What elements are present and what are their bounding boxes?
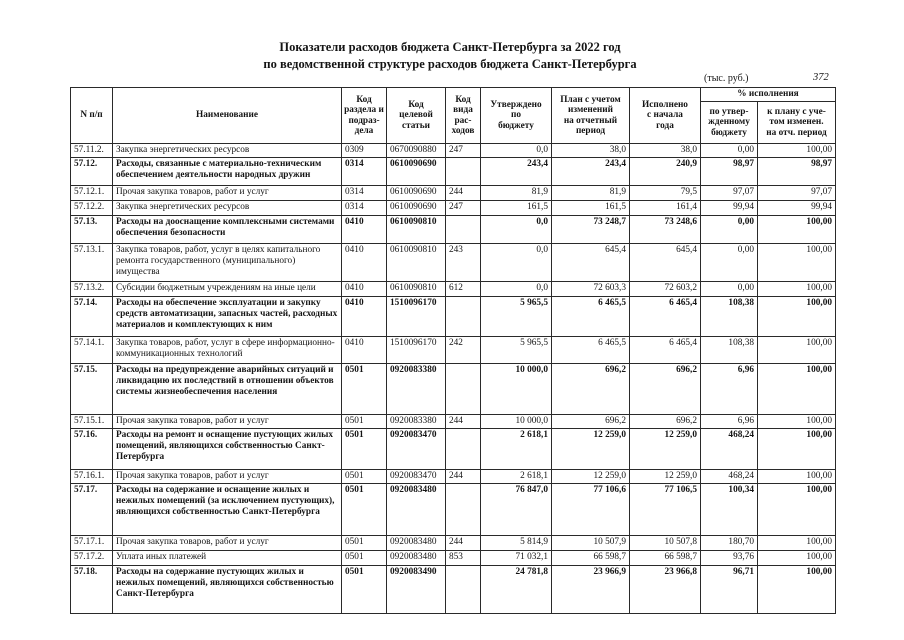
approved-amount: 161,5 — [481, 201, 552, 216]
pct-approved: 0,00 — [701, 144, 758, 158]
plan-amount: 77 106,6 — [552, 484, 630, 536]
row-number: 57.13.2. — [71, 282, 113, 297]
table-row — [71, 144, 836, 158]
row-number: 57.12. — [71, 158, 113, 186]
header-section-code: Код раздела и подраз- дела — [342, 88, 387, 144]
executed-amount: 161,4 — [630, 201, 701, 216]
code-section: 0410 — [342, 297, 387, 337]
code-target: 0610090690 — [387, 158, 446, 186]
pct-plan: 99,94 — [758, 201, 836, 216]
pct-approved: 97,07 — [701, 186, 758, 201]
approved-amount: 5 965,5 — [481, 337, 552, 364]
row-number: 57.16. — [71, 429, 113, 470]
pct-plan: 100,00 — [758, 282, 836, 297]
header-target-code: Код целевой статьи — [387, 88, 446, 144]
row-number: 57.13. — [71, 216, 113, 244]
header-plan: План с учетом изменений на отчетный период — [552, 88, 630, 144]
table-row — [71, 551, 836, 566]
code-expense-type: 242 — [446, 337, 481, 364]
row-name: Закупка энергетических ресурсов — [113, 201, 342, 216]
executed-amount: 10 507,8 — [630, 536, 701, 551]
header-pct-group: % исполнения — [701, 88, 836, 102]
code-expense-type — [446, 216, 481, 244]
pct-approved: 6,96 — [701, 415, 758, 429]
table-row — [71, 216, 836, 244]
executed-amount: 696,2 — [630, 364, 701, 415]
code-expense-type: 244 — [446, 415, 481, 429]
table-row — [71, 244, 836, 282]
table-row — [71, 470, 836, 484]
row-number: 57.16.1. — [71, 470, 113, 484]
pct-plan: 100,00 — [758, 337, 836, 364]
table-row — [71, 429, 836, 470]
document-title-line2: по ведомственной структуре расходов бюджета Санкт-Петербурга — [263, 57, 637, 71]
plan-amount: 645,4 — [552, 244, 630, 282]
code-target: 0920083470 — [387, 470, 446, 484]
code-section: 0501 — [342, 551, 387, 566]
plan-amount: 12 259,0 — [552, 429, 630, 470]
executed-amount: 77 106,5 — [630, 484, 701, 536]
executed-amount: 645,4 — [630, 244, 701, 282]
row-name: Расходы на предупреждение аварийных ситуаций и ликвидацию их последствий в отношении объектов системы жизнеобеспечения населения — [113, 364, 342, 415]
code-target: 0920083480 — [387, 551, 446, 566]
row-name: Прочая закупка товаров, работ и услуг — [113, 415, 342, 429]
code-section: 0314 — [342, 158, 387, 186]
pct-plan: 100,00 — [758, 415, 836, 429]
code-expense-type: 244 — [446, 186, 481, 201]
row-name: Расходы на дооснащение комплексными системами обеспечения безопасности — [113, 216, 342, 244]
row-number: 57.17.2. — [71, 551, 113, 566]
code-section: 0501 — [342, 566, 387, 614]
pct-plan: 100,00 — [758, 244, 836, 282]
pct-approved: 100,34 — [701, 484, 758, 536]
row-number: 57.13.1. — [71, 244, 113, 282]
plan-amount: 81,9 — [552, 186, 630, 201]
approved-amount: 0,0 — [481, 244, 552, 282]
code-expense-type: 247 — [446, 144, 481, 158]
table-row — [71, 158, 836, 186]
row-number: 57.18. — [71, 566, 113, 614]
pct-plan: 100,00 — [758, 297, 836, 337]
approved-amount: 0,0 — [481, 144, 552, 158]
table-row — [71, 201, 836, 216]
executed-amount: 73 248,6 — [630, 216, 701, 244]
pct-approved: 0,00 — [701, 216, 758, 244]
executed-amount: 66 598,7 — [630, 551, 701, 566]
plan-amount: 243,4 — [552, 158, 630, 186]
code-target: 1510096170 — [387, 337, 446, 364]
pct-approved: 93,76 — [701, 551, 758, 566]
code-expense-type: 243 — [446, 244, 481, 282]
plan-amount: 66 598,7 — [552, 551, 630, 566]
budget-table — [70, 87, 836, 614]
pct-plan: 100,00 — [758, 216, 836, 244]
approved-amount: 10 000,0 — [481, 364, 552, 415]
code-expense-type: 853 — [446, 551, 481, 566]
code-section: 0501 — [342, 364, 387, 415]
code-expense-type: 612 — [446, 282, 481, 297]
row-name: Расходы на ремонт и оснащение пустующих жилых помещений, являющихся собственностью Санкт-Петербурга — [113, 429, 342, 470]
pct-approved: 468,24 — [701, 470, 758, 484]
table-body — [71, 144, 836, 614]
pct-plan: 97,07 — [758, 186, 836, 201]
code-section: 0501 — [342, 484, 387, 536]
pct-plan: 98,97 — [758, 158, 836, 186]
executed-amount: 6 465,4 — [630, 337, 701, 364]
executed-amount: 79,5 — [630, 186, 701, 201]
code-section: 0501 — [342, 415, 387, 429]
pct-approved: 96,71 — [701, 566, 758, 614]
code-section: 0410 — [342, 282, 387, 297]
pct-approved: 108,38 — [701, 297, 758, 337]
plan-amount: 10 507,9 — [552, 536, 630, 551]
code-target: 1510096170 — [387, 297, 446, 337]
pct-plan: 100,00 — [758, 470, 836, 484]
pct-approved: 0,00 — [701, 282, 758, 297]
header-number: N п/п — [71, 88, 113, 144]
table-row — [71, 364, 836, 415]
table-row — [71, 566, 836, 614]
pct-plan: 100,00 — [758, 364, 836, 415]
row-number: 57.17.1. — [71, 536, 113, 551]
code-target: 0920083380 — [387, 415, 446, 429]
executed-amount: 696,2 — [630, 415, 701, 429]
row-name: Прочая закупка товаров, работ и услуг — [113, 186, 342, 201]
approved-amount: 2 618,1 — [481, 470, 552, 484]
code-expense-type — [446, 484, 481, 536]
table-row — [71, 297, 836, 337]
code-target: 0920083480 — [387, 536, 446, 551]
plan-amount: 12 259,0 — [552, 470, 630, 484]
pct-approved: 180,70 — [701, 536, 758, 551]
code-section: 0314 — [342, 186, 387, 201]
code-expense-type: 244 — [446, 470, 481, 484]
pct-plan: 100,00 — [758, 551, 836, 566]
table-row — [71, 415, 836, 429]
table-header — [71, 88, 836, 144]
code-target: 0610090690 — [387, 186, 446, 201]
executed-amount: 6 465,4 — [630, 297, 701, 337]
code-expense-type — [446, 566, 481, 614]
code-target: 0920083470 — [387, 429, 446, 470]
code-target: 0610090690 — [387, 201, 446, 216]
row-name: Закупка товаров, работ, услуг в целях капитального ремонта государственного (муниципального) имущества — [113, 244, 342, 282]
pct-approved: 468,24 — [701, 429, 758, 470]
approved-amount: 5 965,5 — [481, 297, 552, 337]
header-name: Наименование — [113, 88, 342, 144]
code-target: 0610090810 — [387, 244, 446, 282]
table-row — [71, 484, 836, 536]
plan-amount: 38,0 — [552, 144, 630, 158]
code-expense-type — [446, 297, 481, 337]
row-name: Расходы на содержание и оснащение жилых и нежилых помещений (за исключением пустующих), являющихся собственностью Санкт-Петербурга — [113, 484, 342, 536]
executed-amount: 12 259,0 — [630, 429, 701, 470]
table-row — [71, 337, 836, 364]
header-approved: Утверждено по бюджету — [481, 88, 552, 144]
code-expense-type — [446, 158, 481, 186]
pct-plan: 100,00 — [758, 566, 836, 614]
row-number: 57.15. — [71, 364, 113, 415]
page-number: 372 — [813, 72, 829, 83]
executed-amount: 38,0 — [630, 144, 701, 158]
document-title-line1: Показатели расходов бюджета Санкт-Петербурга за 2022 год — [279, 40, 621, 54]
code-section: 0501 — [342, 429, 387, 470]
approved-amount: 71 032,1 — [481, 551, 552, 566]
approved-amount: 0,0 — [481, 216, 552, 244]
plan-amount: 6 465,5 — [552, 297, 630, 337]
approved-amount: 10 000,0 — [481, 415, 552, 429]
code-target: 0610090810 — [387, 216, 446, 244]
header-expense-type-code: Код вида рас- ходов — [446, 88, 481, 144]
code-section: 0410 — [342, 216, 387, 244]
pct-plan: 100,00 — [758, 429, 836, 470]
row-number: 57.12.1. — [71, 186, 113, 201]
row-name: Расходы, связанные с материально-техническим обеспечением деятельности народных дружин — [113, 158, 342, 186]
pct-approved: 99,94 — [701, 201, 758, 216]
pct-approved: 98,97 — [701, 158, 758, 186]
approved-amount: 243,4 — [481, 158, 552, 186]
header-pct-plan: к плану с уче- том изменен. на отч. период — [758, 102, 836, 144]
table-row — [71, 186, 836, 201]
code-target: 0920083490 — [387, 566, 446, 614]
row-name: Уплата иных платежей — [113, 551, 342, 566]
code-expense-type: 247 — [446, 201, 481, 216]
approved-amount: 2 618,1 — [481, 429, 552, 470]
executed-amount: 72 603,2 — [630, 282, 701, 297]
row-number: 57.11.2. — [71, 144, 113, 158]
row-name: Прочая закупка товаров, работ и услуг — [113, 536, 342, 551]
plan-amount: 696,2 — [552, 415, 630, 429]
pct-approved: 108,38 — [701, 337, 758, 364]
approved-amount: 76 847,0 — [481, 484, 552, 536]
table-row — [71, 536, 836, 551]
pct-approved: 6,96 — [701, 364, 758, 415]
row-number: 57.14. — [71, 297, 113, 337]
pct-approved: 0,00 — [701, 244, 758, 282]
code-target: 0670090880 — [387, 144, 446, 158]
plan-amount: 72 603,3 — [552, 282, 630, 297]
code-section: 0501 — [342, 536, 387, 551]
row-name: Субсидии бюджетным учреждениям на иные цели — [113, 282, 342, 297]
code-section: 0410 — [342, 244, 387, 282]
code-target: 0610090810 — [387, 282, 446, 297]
code-target: 0920083480 — [387, 484, 446, 536]
row-number: 57.14.1. — [71, 337, 113, 364]
code-expense-type — [446, 429, 481, 470]
code-expense-type — [446, 364, 481, 415]
executed-amount: 23 966,8 — [630, 566, 701, 614]
pct-plan: 100,00 — [758, 536, 836, 551]
row-name: Расходы на содержание пустующих жилых и нежилых помещений, являющихся собственностью Санкт-Петербурга — [113, 566, 342, 614]
row-name: Закупка энергетических ресурсов — [113, 144, 342, 158]
units-note: (тыс. руб.) — [704, 73, 749, 84]
pct-plan: 100,00 — [758, 144, 836, 158]
row-number: 57.15.1. — [71, 415, 113, 429]
approved-amount: 0,0 — [481, 282, 552, 297]
executed-amount: 12 259,0 — [630, 470, 701, 484]
code-section: 0501 — [342, 470, 387, 484]
approved-amount: 81,9 — [481, 186, 552, 201]
pct-plan: 100,00 — [758, 484, 836, 536]
code-section: 0314 — [342, 201, 387, 216]
code-expense-type: 244 — [446, 536, 481, 551]
header-pct-approved: по утвер- жденному бюджету — [701, 102, 758, 144]
plan-amount: 696,2 — [552, 364, 630, 415]
row-name: Расходы на обеспечение эксплуатации и закупку средств автоматизации, запасных частей, расходных материалов и комплектующих к ним — [113, 297, 342, 337]
row-name: Прочая закупка товаров, работ и услуг — [113, 470, 342, 484]
plan-amount: 23 966,9 — [552, 566, 630, 614]
plan-amount: 6 465,5 — [552, 337, 630, 364]
table-row — [71, 282, 836, 297]
header-executed: Исполнено с начала года — [630, 88, 701, 144]
approved-amount: 24 781,8 — [481, 566, 552, 614]
code-target: 0920083380 — [387, 364, 446, 415]
code-section: 0309 — [342, 144, 387, 158]
executed-amount: 240,9 — [630, 158, 701, 186]
plan-amount: 73 248,7 — [552, 216, 630, 244]
code-section: 0410 — [342, 337, 387, 364]
approved-amount: 5 814,9 — [481, 536, 552, 551]
row-number: 57.12.2. — [71, 201, 113, 216]
row-number: 57.17. — [71, 484, 113, 536]
row-name: Закупка товаров, работ, услуг в сфере информационно-коммуникационных технологий — [113, 337, 342, 364]
plan-amount: 161,5 — [552, 201, 630, 216]
